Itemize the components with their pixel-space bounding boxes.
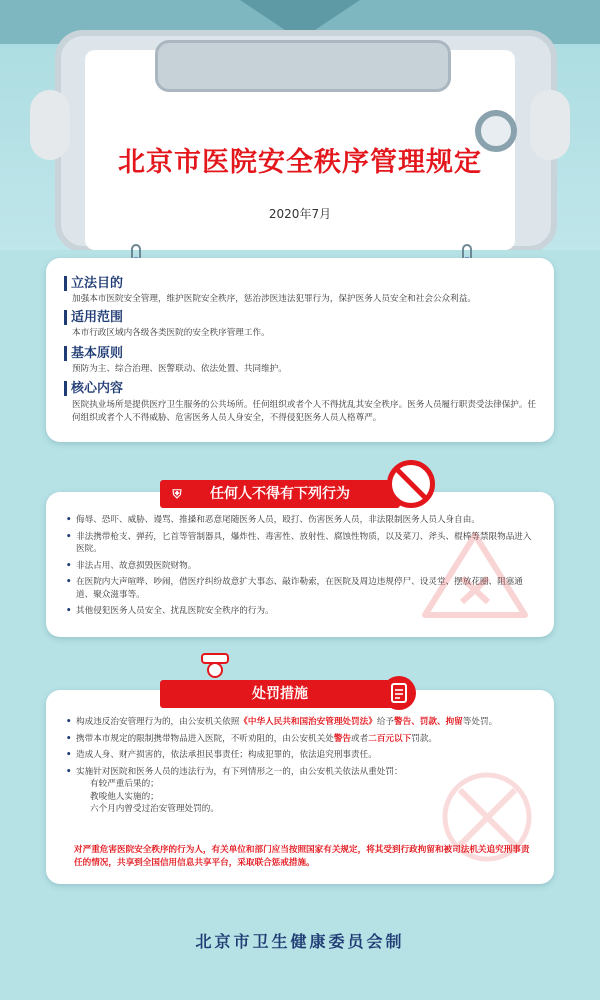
publish-date: 2020年7月 <box>268 207 332 221</box>
document-icon <box>382 676 416 710</box>
list-item <box>66 716 536 729</box>
issuer-footer: 北京市卫生健康委员会制 <box>195 932 405 951</box>
prohibited-banner-label: 任何人不得有下列行为 <box>210 486 350 502</box>
police-officer-icon <box>196 652 234 702</box>
list-item: • 非法占用、故意损毁医院财物。 <box>66 560 536 573</box>
section-text-principle: 预防为主、综合治理、医警联动、依法处置、共同维护。 <box>72 364 287 374</box>
clipboard-clip <box>155 40 451 92</box>
section-text-scope: 本市行政区域内各级各类医院的安全秩序管理工作。 <box>72 328 270 338</box>
section-text-core: 医院执业场所是提供医疗卫生服务的公共场所。任何组织或者个人不得扰乱其安全秩序。医务人员履行职责受法律保护。任何组织或者个人不得威胁、危害医务人员人身安全，不得侵犯医务人员人格尊严。 <box>72 400 537 423</box>
knife-cross-icon <box>440 770 535 865</box>
penalty-text: 实施针对医院和医务人员的违法行为，有下列情形之一的，由公安机关依法从重处罚： <box>76 766 403 777</box>
shield-icon: ⛨ <box>172 487 182 501</box>
section-heading-purpose: 立法目的 <box>64 276 123 291</box>
overview-card <box>46 258 554 442</box>
warning-triangle-icon <box>420 530 530 620</box>
section-heading-scope: 适用范围 <box>64 310 123 325</box>
sub-item: 教唆他人实施的； <box>90 791 159 802</box>
section-heading-principle: 基本原则 <box>64 346 123 361</box>
penalty-banner-label: 处罚措施 <box>252 686 308 702</box>
prohibited-sign-icon <box>387 460 435 508</box>
section-heading-core: 核心内容 <box>64 381 123 396</box>
list-item: • 其他侵犯医务人员安全、扰乱医院安全秩序的行为。 <box>66 605 536 618</box>
penalty-text: 携带本市规定的限制携带物品进入医院，不听劝阻的，由公安机关处 <box>76 733 334 744</box>
list-item: • 造成人身、财产损害的，依法承担民事责任；构成犯罪的，依法追究刑事责任。 <box>66 749 536 762</box>
penalty-types: 警告、罚款、拘留 <box>394 717 463 727</box>
penalty-text: 或者 <box>351 733 369 744</box>
penalty-text: 罚款。 <box>411 733 438 744</box>
page-title: 北京市医院安全秩序管理规定 <box>118 147 482 178</box>
list-item: • 非法携带枪支、弹药，匕首等管制器具，爆炸性、毒害性、放射性、腐蚀性物质，以及菜刀、斧头、棍棒等禁限物品进入医院。 <box>66 531 536 556</box>
section-text-purpose: 加强本市医院安全管理，维护医院安全秩序，惩治涉医违法犯罪行为，保护医务人员安全和社会公众利益。 <box>72 294 476 304</box>
penalty-fine: 二百元以下 <box>368 733 412 744</box>
credit-sanction-note: 对严重危害医院安全秩序的行为人，有关单位和部门应当按照国家有关规定，将其受到行政拘留和被司法机关追究刑事责任的情况，共享到全国信用信息共享平台，采取联合惩戒措施。 <box>74 845 530 868</box>
penalty-text: 等处罚。 <box>462 717 498 727</box>
list-item <box>66 733 536 746</box>
prohibited-banner <box>160 480 400 508</box>
list-item: • 侮辱、恐吓、威胁、谩骂、推搡和恶意尾随医务人员，殴打、伤害医务人员，非法限制医务人员人身自由。 <box>66 514 536 527</box>
penalty-warning: 警告 <box>333 733 352 744</box>
sub-item: 有较严重后果的； <box>90 779 159 789</box>
sub-item: 六个月内曾受过治安管理处罚的。 <box>90 804 219 814</box>
penalty-text: 构成违反治安管理行为的，由公安机关依照 <box>76 717 240 727</box>
penalty-text: 给予 <box>376 717 395 727</box>
list-item: • 在医院内大声喧哗、吵闹，借医疗纠纷故意扩大事态、敲诈勒索，在医院及周边违规停尸、设灵堂、摆放花圈、阻塞通道、聚众滋事等。 <box>66 576 536 601</box>
law-name: 《中华人民共和国治安管理处罚法》 <box>239 717 377 727</box>
